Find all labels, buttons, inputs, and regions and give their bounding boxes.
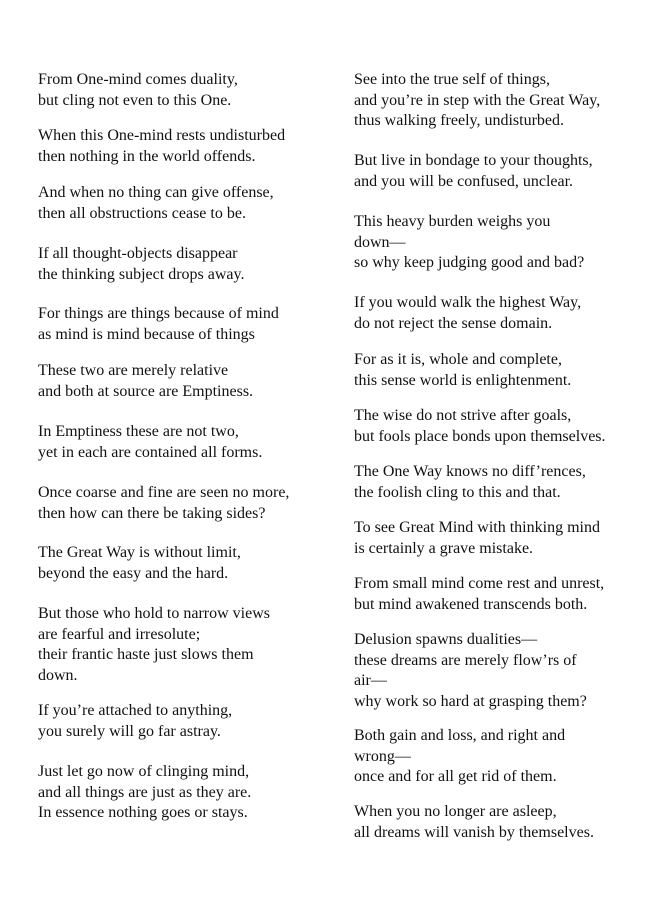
poem-line: wrong— xyxy=(354,747,411,765)
poem-line: then all obstructions cease to be. xyxy=(38,204,246,222)
poem-line: yet in each are contained all forms. xyxy=(38,443,263,461)
poem-line: In Emptiness these are not two, xyxy=(38,423,239,440)
stanza xyxy=(38,604,270,686)
poem-line: but mind awakened transcends both. xyxy=(354,595,588,613)
poem-line: If you would walk the highest Way, xyxy=(354,294,582,311)
stanza xyxy=(354,293,581,334)
poem-line: and all things are just as they are. xyxy=(38,783,252,801)
poem-line: If you’re attached to anything, xyxy=(38,702,233,719)
poem-line: and you will be confused, unclear. xyxy=(354,172,574,190)
stanza xyxy=(38,483,289,524)
stanza xyxy=(354,574,604,615)
stanza xyxy=(38,762,251,824)
poem-line: Delusion spawns dualities— xyxy=(354,631,538,648)
stanza xyxy=(354,630,587,712)
poem-line: are fearful and irresolute; xyxy=(38,625,201,643)
stanza xyxy=(38,304,279,345)
poem-line: When you no longer are asleep, xyxy=(354,803,557,820)
stanza xyxy=(354,518,600,559)
poem-line: See into the true self of things, xyxy=(354,71,550,88)
stanza xyxy=(354,70,600,132)
stanza xyxy=(38,126,285,167)
stanza xyxy=(38,701,232,742)
poem-line: thus walking freely, undisturbed. xyxy=(354,112,565,129)
stanza xyxy=(354,406,606,447)
stanza xyxy=(38,361,253,402)
poem-line: For as it is, whole and complete, xyxy=(354,351,562,368)
poem-line: then nothing in the world offends. xyxy=(38,147,256,165)
poem-line: From One-mind comes duality, xyxy=(38,71,238,88)
poem-line: and both at source are Emptiness. xyxy=(38,382,254,400)
poem-line: do not reject the sense domain. xyxy=(354,314,553,332)
stanza xyxy=(38,422,262,463)
poem-line: For things are things because of mind xyxy=(38,305,279,322)
stanza xyxy=(354,802,594,843)
poem-line: is certainly a grave mistake. xyxy=(354,539,534,557)
stanza xyxy=(354,350,571,391)
stanza xyxy=(38,244,244,285)
poem-line: as mind is mind because of things xyxy=(38,325,255,343)
poem-line: this sense world is enlightenment. xyxy=(354,371,572,389)
poem-line: And when no thing can give offense, xyxy=(38,184,274,201)
poem-line: But live in bondage to your thoughts, xyxy=(354,152,593,169)
poem-line: their frantic haste just slows them xyxy=(38,646,254,663)
poem-line: but fools place bonds upon themselves. xyxy=(354,427,606,445)
poem-line: But those who hold to narrow views xyxy=(38,605,270,622)
poem-line: once and for all get rid of them. xyxy=(354,768,557,785)
poem-line: These two are merely relative xyxy=(38,362,229,379)
poem-line: air— xyxy=(354,672,387,689)
poem-line: the foolish cling to this and that. xyxy=(354,483,561,501)
poem-line: and you’re in step with the Great Way, xyxy=(354,91,601,109)
poem-line: these dreams are merely flow’rs of xyxy=(354,651,577,669)
poem-line: In essence nothing goes or stays. xyxy=(38,804,248,821)
poem-line: Once coarse and fine are seen no more, xyxy=(38,484,290,501)
poem-line: Just let go now of clinging mind, xyxy=(38,763,250,780)
poem-line: then how can there be taking sides? xyxy=(38,504,266,522)
stanza xyxy=(38,70,238,111)
poem-line: beyond the easy and the hard. xyxy=(38,564,229,582)
stanza xyxy=(354,212,584,274)
poem-line: but cling not even to this One. xyxy=(38,91,232,109)
poem-line: down— xyxy=(354,233,406,251)
poem-line: If all thought-objects disappear xyxy=(38,245,238,262)
poem-line: The Great Way is without limit, xyxy=(38,544,241,561)
poem-line: so why keep judging good and bad? xyxy=(354,254,585,271)
poem-line: The One Way knows no diff’rences, xyxy=(354,463,586,480)
stanza xyxy=(354,151,593,192)
poem-line: To see Great Mind with thinking mind xyxy=(354,519,600,536)
poem-line: The wise do not strive after goals, xyxy=(354,407,572,424)
poem-line: you surely will go far astray. xyxy=(38,722,221,740)
poem-line: This heavy burden weighs you xyxy=(354,213,551,230)
poem-line: down. xyxy=(38,666,78,684)
poem-line: all dreams will vanish by themselves. xyxy=(354,823,594,841)
stanza xyxy=(38,543,241,584)
stanza xyxy=(38,183,274,224)
stanza xyxy=(354,462,586,503)
poem-line: When this One-mind rests undisturbed xyxy=(38,127,286,144)
poem-line: the thinking subject drops away. xyxy=(38,265,245,283)
poem-line: why work so hard at grasping them? xyxy=(354,692,587,710)
stanza xyxy=(354,726,565,788)
poem-line: Both gain and loss, and right and xyxy=(354,727,566,744)
poem-line: From small mind come rest and unrest, xyxy=(354,575,605,592)
